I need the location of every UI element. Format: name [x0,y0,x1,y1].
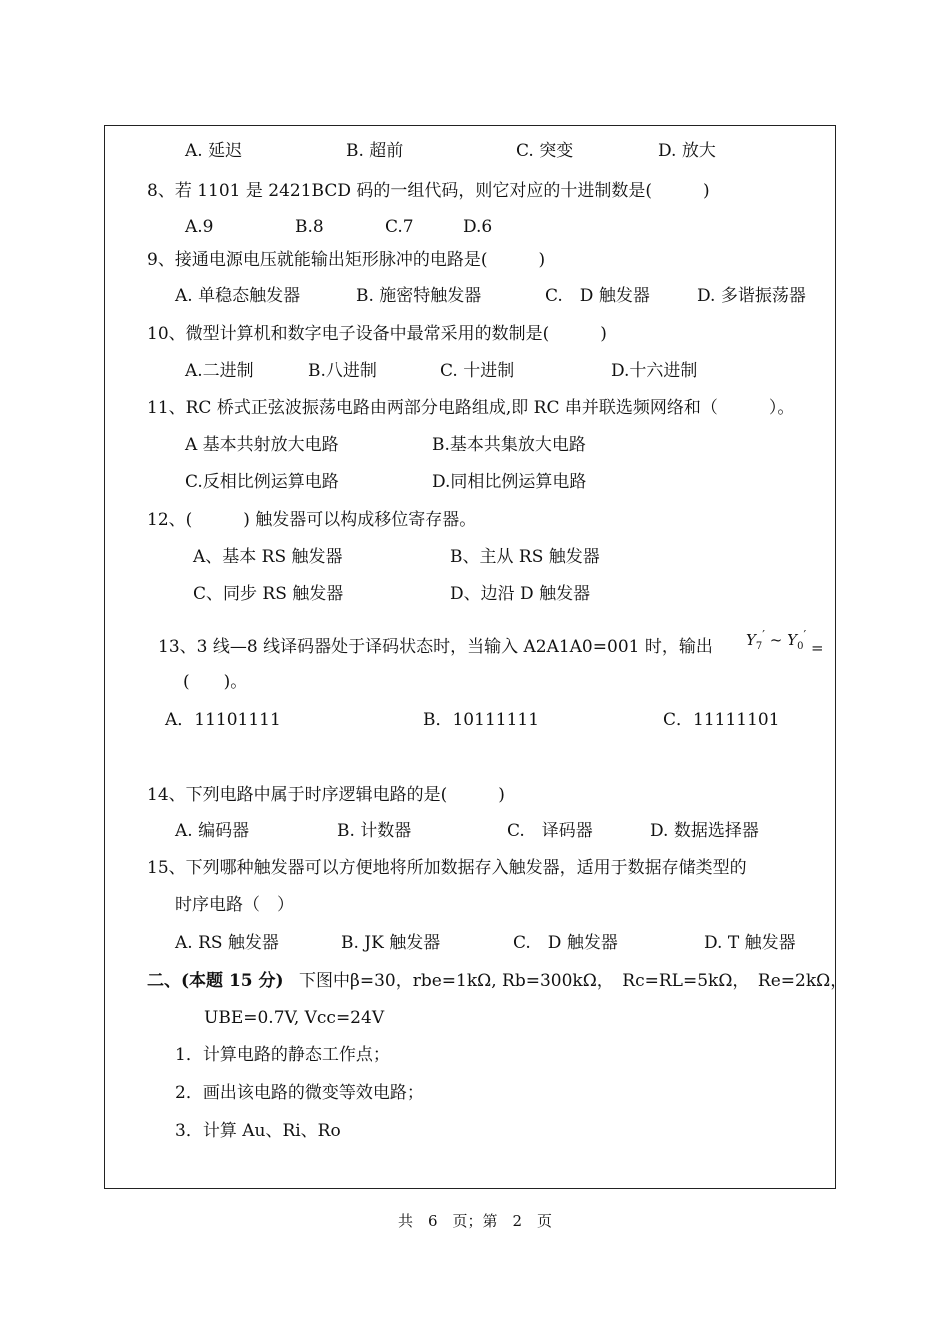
q13-stem-continued: ( )。 [183,672,248,692]
q12-option-d: D、边沿 D 触发器 [450,584,591,604]
q15-option-d: D. T 触发器 [704,933,796,953]
part2-heading: 二、(本题 15 分) [147,971,284,991]
q14-stem: 14、下列电路中属于时序逻辑电路的是( ) [147,785,505,805]
q13-option-b: B．10111111 [423,710,540,730]
q14-option-a: A. 编码器 [175,821,250,841]
q7-option-b: B. 超前 [346,141,404,161]
q8-option-b: B.8 [295,217,324,237]
q10-option-c: C. 十进制 [440,361,515,381]
q7-option-a: A. 延迟 [185,141,243,161]
q11-option-d: D.同相比例运算电路 [432,472,587,492]
q15-option-a: A. RS 触发器 [175,933,279,953]
q13-output-expression: $Y_7'$ ~ $Y_0'$ = [746,628,824,657]
page-footer: 共 6 页；第 2 页 [397,1212,553,1230]
part2-item-3: 3．计算 Au、Ri、Ro [175,1121,341,1141]
part2-stem: 下图中β=30，rbe=1kΩ, Rb=300kΩ， Rc=RL=5kΩ， Re=2kΩ， [299,971,848,991]
q12-option-b: B、主从 RS 触发器 [450,547,600,567]
q14-option-b: B. 计数器 [337,821,412,841]
q14-option-c: C. 译码器 [507,821,593,841]
q15-stem: 15、下列哪种触发器可以方便地将所加数据存入触发器，适用于数据存储类型的 [147,858,747,878]
q9-option-c: C. D 触发器 [545,286,650,306]
q7-option-c: C. 突变 [516,141,574,161]
q11-option-a: A 基本共射放大电路 [185,435,339,455]
q9-stem: 9、接通电源电压就能输出矩形脉冲的电路是( ) [147,250,546,270]
q9-option-d: D. 多谐振荡器 [697,286,806,306]
q8-option-a: A.9 [185,217,214,237]
q9-option-a: A. 单稳态触发器 [175,286,301,306]
part2-stem-continued: UBE=0.7V, Vcc=24V [204,1008,385,1028]
q10-option-d: D.十六进制 [611,361,698,381]
q15-stem-continued: 时序电路（ ） [175,895,294,915]
q12-option-c: C、同步 RS 触发器 [193,584,344,604]
q11-option-c: C.反相比例运算电路 [185,472,339,492]
q12-option-a: A、基本 RS 触发器 [193,547,343,567]
q13-stem: 13、3 线—8 线译码器处于译码状态时，当输入 A2A1A0=001 时，输出 [158,637,713,657]
q10-stem: 10、微型计算机和数字电子设备中最常采用的数制是( ) [147,324,607,344]
q11-option-b: B.基本共集放大电路 [432,435,586,455]
q9-option-b: B. 施密特触发器 [356,286,482,306]
q14-option-d: D. 数据选择器 [650,821,759,841]
q7-option-d: D. 放大 [658,141,716,161]
q8-option-c: C.7 [385,217,414,237]
q8-stem: 8、若 1101 是 2421BCD 码的一组代码，则它对应的十进制数是( ) [147,181,710,201]
q8-option-d: D.6 [463,217,493,237]
q12-stem: 12、( ) 触发器可以构成移位寄存器。 [147,510,477,530]
q10-option-a: A.二进制 [185,361,254,381]
q15-option-c: C. D 触发器 [513,933,618,953]
q10-option-b: B.八进制 [308,361,377,381]
q13-option-c: C．11111101 [663,710,780,730]
q15-option-b: B. JK 触发器 [341,933,441,953]
q11-stem: 11、RC 桥式正弦波振荡电路由两部分电路组成,即 RC 串并联选频网络和（ ）。 [147,398,795,418]
part2-item-1: 1．计算电路的静态工作点； [175,1045,390,1065]
q13-option-a: A．11101111 [165,710,281,730]
part2-item-2: 2．画出该电路的微变等效电路； [175,1083,424,1103]
